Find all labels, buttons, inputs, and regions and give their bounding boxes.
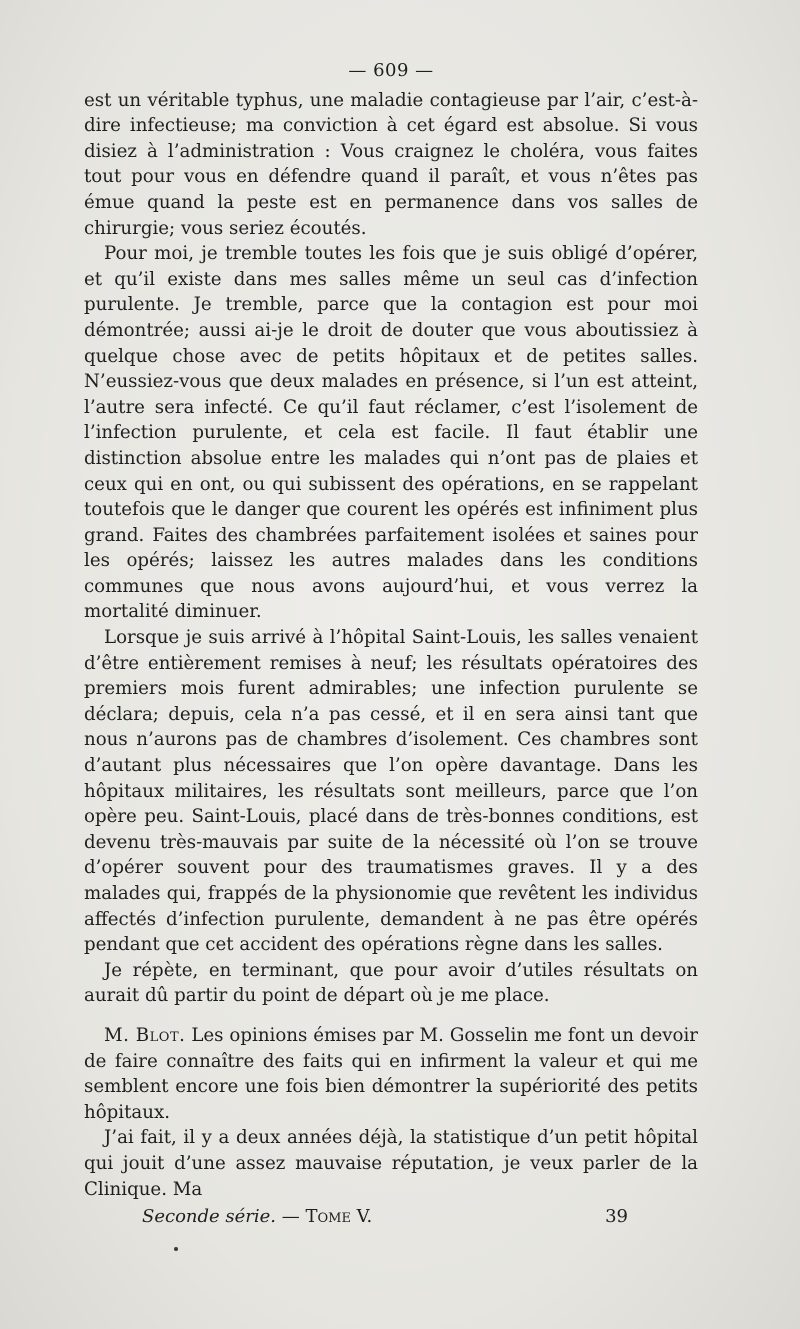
series-label: Seconde série. — <box>142 1206 300 1228</box>
ink-speck <box>174 1247 178 1251</box>
speaker-name: M. Blot. <box>104 1024 186 1046</box>
paragraph-2: Pour moi, je tremble toutes les fois que je suis obligé d’opérer, et qu’il existe dans mes salles même un seul cas d’infection purulente. Je tremble, parce que la contagion est pour moi démontrée; aussi ai-je le droit de douter que vous aboutissiez à quelque chose avec de petits hôpitaux et de petites salles. N’eussiez-vous que deux malades en présence, si l’un est atteint, l’autre sera infecté. Ce qu’il faut réclamer, c’est l’isolement de l’infection purulente, et cela est facile. Il faut établir une distinction absolue entre les malades qui n’ont pas de plaies et ceux qui en ont, ou qui subissent des opérations, en se rappelant toutefois que le danger que courent les opérés est infiniment plus grand. Faites des chambrées parfaitement isolées et saines pour les opérés; laissez les autres malades dans les conditions communes que nous avons aujourd’hui, et vous verrez la mortalité diminuer. <box>84 243 698 623</box>
paragraph-6: J’ai fait, il y a deux années déjà, la statistique d’un petit hôpital qui jouit d’une assez mauvaise réputation, je veux parler de la Clinique. Ma <box>84 1127 698 1200</box>
page-number: — 609 — <box>348 60 434 81</box>
paragraph-3: Lorsque je suis arrivé à l’hôpital Saint-Louis, les salles venaient d’être entièrement remises à neuf; les résultats opératoires des premiers mois furent admirables; une infection purulente se déclara; depuis, cela n’a pas cessé, et il en sera ainsi tant que nous n’aurons pas de chambres d’isolement. Ces chambres sont d’autant plus nécessaires que l’on opère davantage. Dans les hôpitaux militaires, les résultats sont meilleurs, parce que l’on opère peu. Saint-Louis, placé dans de très-bonnes conditions, est devenu très-mauvais par suite de la nécessité où l’on se trouve d’opérer souvent pour des traumatismes graves. Il y a des malades qui, frappés de la physionomie que revêtent les individus affectés d’infection purulente, demandent à ne pas être opérés pendant que cet accident des opérations règne dans les salles. <box>84 627 698 956</box>
page-footer <box>84 1204 698 1230</box>
text-block <box>84 58 698 1230</box>
paragraph-5 <box>84 1023 698 1125</box>
paragraph-4: Je répète, en terminant, que pour avoir d’utiles résultats on aurait dû partir du point de départ où je me place. <box>84 959 698 1007</box>
paragraph-5-text: Les opinions émises par M. Gosselin me font un devoir de faire connaître des faits qui en infirment la valeur et qui me semblent encore une fois bien démontrer la supériorité des petits hôpitaux. <box>84 1024 698 1123</box>
tome-label: Tome V. <box>305 1206 373 1228</box>
footer-series <box>142 1204 372 1230</box>
signature-number: 39 <box>605 1206 628 1228</box>
paragraph-1: est un véritable typhus, une maladie contagieuse par l’air, c’est-à-dire infectieuse; ma conviction à cet égard est absolue. Si vous disiez à l’administration : Vous craignez le choléra, vous faites tout pour vous en défendre quand il paraît, et vous n’êtes pas émue quand la peste est en permanence dans vos salles de chirurgie; vous seriez écoutés. <box>84 89 698 239</box>
